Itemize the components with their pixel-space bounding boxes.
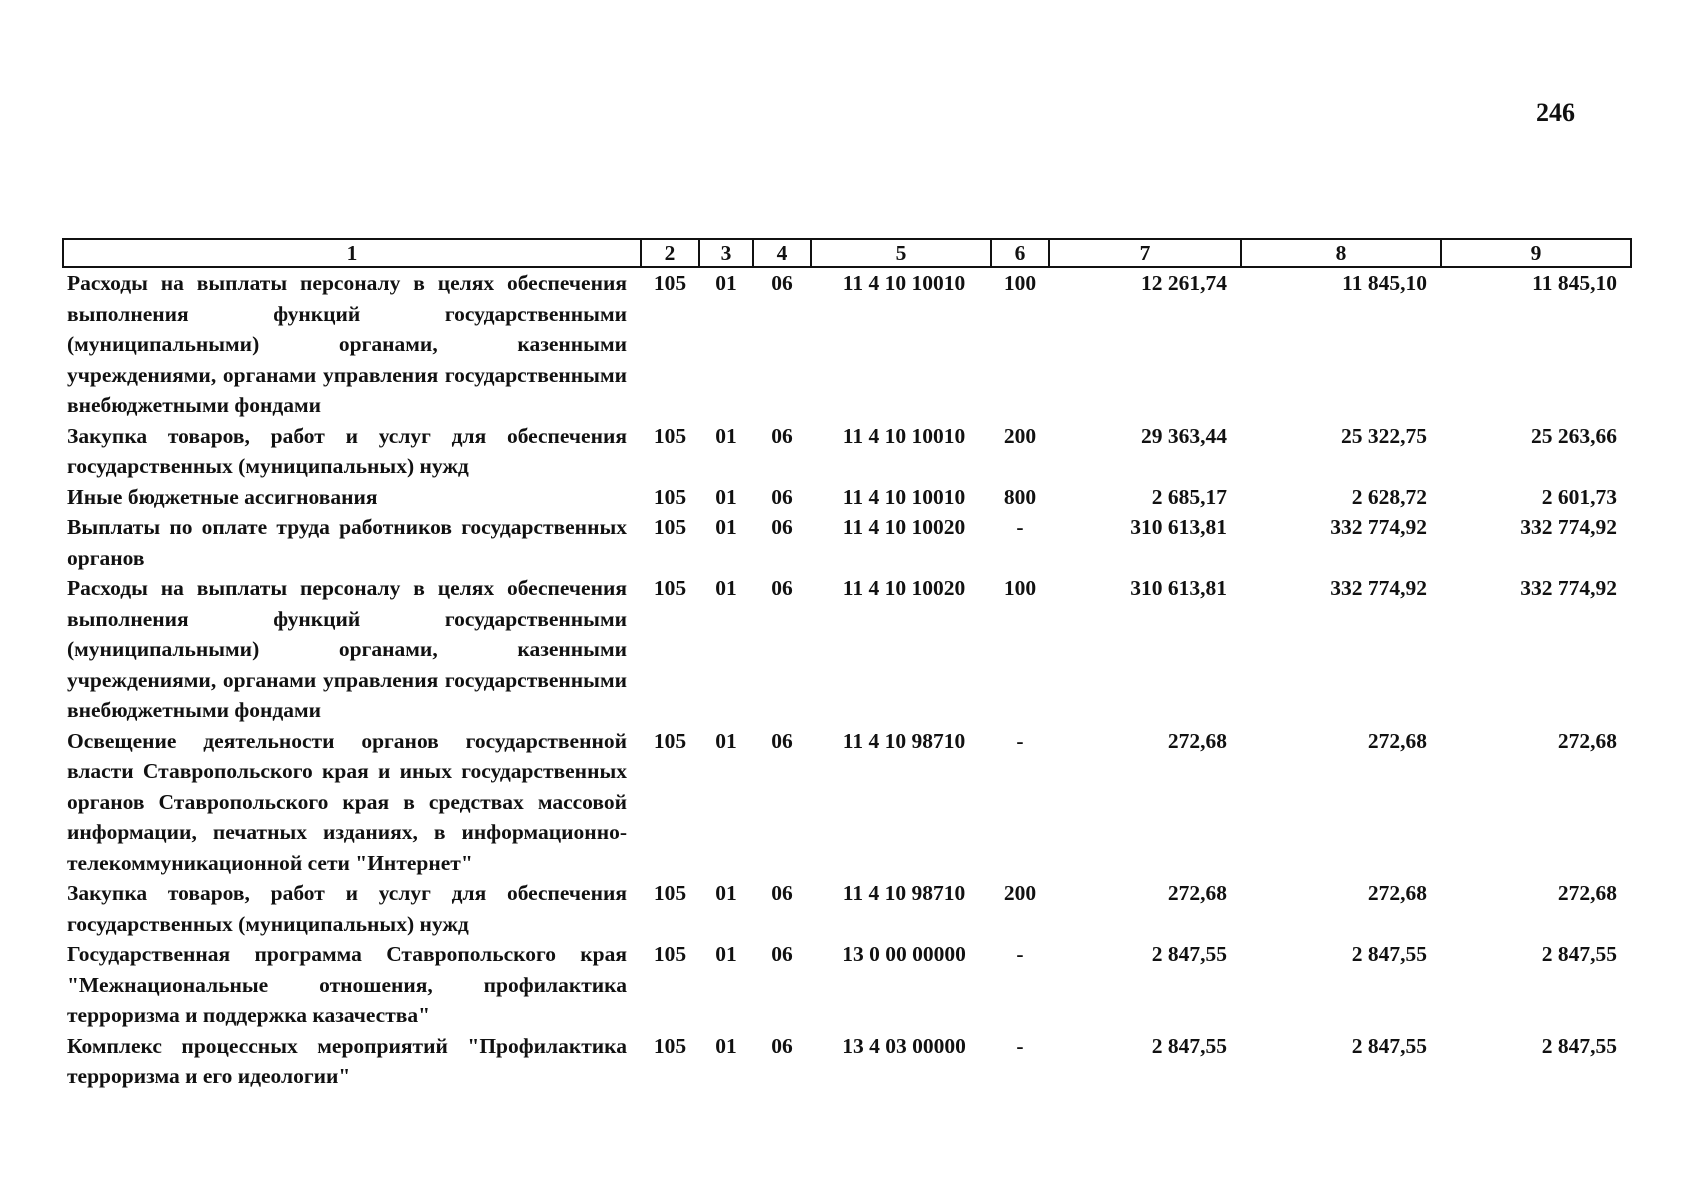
amount-col8: 2 847,55 — [1351, 1033, 1427, 1058]
section-code: 01 — [715, 576, 737, 600]
table-row — [63, 482, 1631, 513]
grbs-code: 105 — [653, 271, 687, 295]
grbs-code: 105 — [653, 423, 687, 448]
page-number: 246 — [1536, 98, 1575, 127]
target-article-code: 13 0 00 00000 — [842, 942, 966, 966]
amount-col9: 25 263,66 — [1531, 423, 1617, 448]
grbs-code: 105 — [653, 576, 687, 600]
subsection-code: 06 — [771, 423, 793, 448]
header-cell: 6 — [991, 239, 1049, 267]
header-cell: 5 — [811, 239, 991, 267]
subsection-code: 06 — [771, 881, 793, 905]
subsection-code: 06 — [771, 271, 793, 295]
header-cell: 7 — [1049, 239, 1241, 267]
table-row — [63, 878, 1631, 939]
amount-col7: 310 613,81 — [1130, 515, 1227, 539]
expense-name: Расходы на выплаты персоналу в целях обеспечения выполнения функций государственными (муниципальными) органами, казенными учреждениями, органами управления государственными внебюджетными фондами — [67, 576, 627, 722]
section-code: 01 — [715, 484, 737, 509]
expense-name: Освещение деятельности органов государственной власти Ставропольского края и иных государственных органов Ставропольского края в средствах массовой информации, печатных изданиях, в информационно-телекоммуникационной сети "Интернет" — [67, 728, 627, 875]
expense-name: Выплаты по оплате труда работников государственных органов — [67, 515, 627, 570]
amount-col8: 2 847,55 — [1351, 942, 1427, 966]
expense-name: Государственная программа Ставропольского края "Межнациональные отношения, профилактика терроризма и поддержка казачества" — [67, 942, 627, 1027]
amount-col7: 272,68 — [1167, 881, 1227, 905]
amount-col8: 332 774,92 — [1330, 576, 1427, 600]
amount-col7: 272,68 — [1167, 728, 1227, 753]
grbs-code: 105 — [653, 484, 687, 509]
expense-type-code: - — [1016, 515, 1024, 539]
target-article-code: 11 4 10 98710 — [842, 728, 966, 753]
section-code: 01 — [715, 881, 737, 905]
table-row — [63, 939, 1631, 1031]
table-row — [63, 421, 1631, 482]
target-article-code: 11 4 10 10010 — [842, 423, 966, 448]
subsection-code: 06 — [771, 728, 793, 753]
amount-col7: 2 847,55 — [1151, 942, 1227, 966]
expense-type-code: - — [1016, 728, 1024, 753]
section-code: 01 — [715, 515, 737, 539]
amount-col7: 29 363,44 — [1141, 423, 1227, 448]
subsection-code: 06 — [771, 515, 793, 539]
grbs-code: 105 — [653, 942, 687, 966]
header-cell: 4 — [753, 239, 811, 267]
amount-col9: 332 774,92 — [1520, 576, 1617, 600]
target-article-code: 11 4 10 10020 — [842, 576, 966, 600]
section-code: 01 — [715, 1033, 737, 1058]
amount-col8: 272,68 — [1367, 728, 1427, 753]
subsection-code: 06 — [771, 576, 793, 600]
table-row — [63, 512, 1631, 573]
table-row — [63, 726, 1631, 879]
expense-name: Комплекс процессных мероприятий "Профилактика терроризма и его идеологии" — [67, 1033, 627, 1088]
amount-col9: 2 601,73 — [1541, 484, 1617, 509]
expense-type-code: 100 — [1003, 271, 1037, 295]
expense-type-code: 800 — [1003, 484, 1037, 509]
target-article-code: 11 4 10 10010 — [842, 484, 966, 509]
grbs-code: 105 — [653, 728, 687, 753]
header-cell: 9 — [1441, 239, 1631, 267]
expense-name: Расходы на выплаты персоналу в целях обеспечения выполнения функций государственными (муниципальными) органами, казенными учреждениями, органами управления государственными внебюджетными фондами — [67, 271, 627, 417]
section-code: 01 — [715, 942, 737, 966]
header-cell: 3 — [699, 239, 753, 267]
header-cell: 2 — [641, 239, 699, 267]
amount-col7: 310 613,81 — [1130, 576, 1227, 600]
header-cell: 8 — [1241, 239, 1441, 267]
amount-col9: 11 845,10 — [1532, 271, 1617, 295]
amount-col8: 2 628,72 — [1351, 484, 1427, 509]
budget-table — [62, 238, 1632, 1092]
grbs-code: 105 — [653, 881, 687, 905]
table-row — [63, 1031, 1631, 1092]
amount-col9: 332 774,92 — [1520, 515, 1617, 539]
expense-name: Закупка товаров, работ и услуг для обеспечения государственных (муниципальных) нужд — [67, 423, 627, 478]
amount-col9: 2 847,55 — [1541, 1033, 1617, 1058]
table-row — [63, 267, 1631, 421]
expense-type-code: - — [1016, 1033, 1024, 1058]
section-code: 01 — [715, 728, 737, 753]
grbs-code: 105 — [653, 1033, 687, 1058]
amount-col7: 12 261,74 — [1141, 271, 1227, 295]
amount-col9: 2 847,55 — [1541, 942, 1617, 966]
expense-type-code: - — [1016, 942, 1024, 966]
header-row — [63, 239, 1631, 267]
section-code: 01 — [715, 423, 737, 448]
target-article-code: 11 4 10 10010 — [842, 271, 966, 295]
amount-col8: 25 322,75 — [1341, 423, 1427, 448]
expense-type-code: 200 — [1003, 423, 1037, 448]
expense-name: Закупка товаров, работ и услуг для обеспечения государственных (муниципальных) нужд — [67, 881, 627, 936]
grbs-code: 105 — [653, 515, 687, 539]
subsection-code: 06 — [771, 1033, 793, 1058]
target-article-code: 11 4 10 10020 — [842, 515, 966, 539]
amount-col8: 272,68 — [1367, 881, 1427, 905]
target-article-code: 11 4 10 98710 — [842, 881, 966, 905]
amount-col9: 272,68 — [1557, 881, 1617, 905]
table-row — [63, 573, 1631, 726]
amount-col7: 2 685,17 — [1151, 484, 1227, 509]
amount-col7: 2 847,55 — [1151, 1033, 1227, 1058]
header-cell: 1 — [63, 239, 641, 267]
amount-col9: 272,68 — [1557, 728, 1617, 753]
expense-name: Иные бюджетные ассигнования — [67, 484, 378, 509]
target-article-code: 13 4 03 00000 — [842, 1033, 966, 1058]
amount-col8: 11 845,10 — [1342, 271, 1427, 295]
expense-type-code: 200 — [1003, 881, 1037, 905]
subsection-code: 06 — [771, 942, 793, 966]
expense-type-code: 100 — [1003, 576, 1037, 600]
subsection-code: 06 — [771, 484, 793, 509]
amount-col8: 332 774,92 — [1330, 515, 1427, 539]
section-code: 01 — [715, 271, 737, 295]
